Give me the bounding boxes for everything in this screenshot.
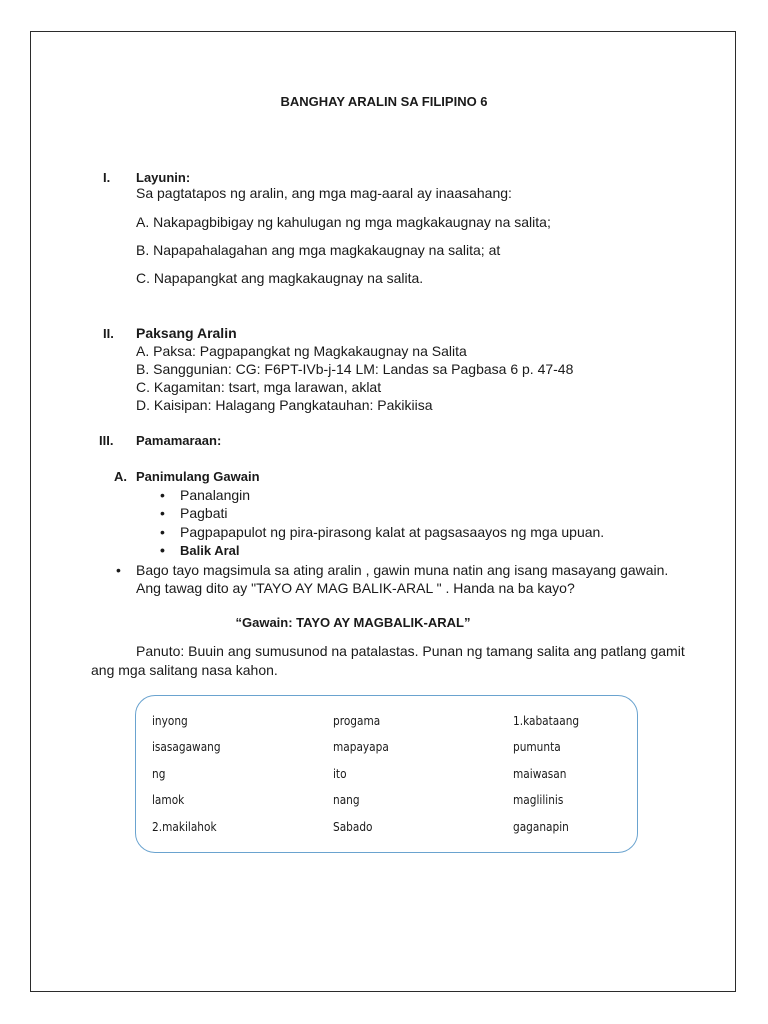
intro-paragraph-line: Ang tawag dito ay "TAYO AY MAG BALIK-ARAL " . Handa na ba kayo? bbox=[136, 580, 575, 596]
word-bank-item: pumunta bbox=[513, 740, 561, 754]
subject-item: D. Kaisipan: Halagang Pangkatauhan: Pakikiisa bbox=[136, 397, 433, 413]
list-item: • Pagpapapulot ng pira-pirasong kalat at pagsasaayos ng mga upuan. bbox=[180, 523, 604, 541]
objective-item: C. Napapangkat ang magkakaugnay na salita. bbox=[136, 270, 424, 286]
word-bank-item: inyong bbox=[152, 714, 188, 728]
section-3-heading: Pamamaraan: bbox=[136, 433, 222, 448]
word-bank-item: isasagawang bbox=[152, 740, 221, 754]
subject-item: B. Sanggunian: CG: F6PT-IVb-j-14 LM: Landas sa Pagbasa 6 p. 47-48 bbox=[136, 361, 574, 377]
section-1-heading: Layunin: bbox=[136, 170, 191, 185]
section-1-number: I. bbox=[103, 170, 111, 185]
intro-paragraph-line: • Bago tayo magsimula sa ating aralin , gawin muna natin ang isang masayang gawain. bbox=[136, 561, 668, 579]
subject-item: A. Paksa: Pagpapangkat ng Magkakaugnay na Salita bbox=[136, 343, 467, 359]
section-2-heading: Paksang Aralin bbox=[136, 325, 237, 341]
section-2-number: II. bbox=[103, 326, 114, 341]
instructions-line: Panuto: Buuin ang sumusunod na patalastas. Punan ng tamang salita ang patlang gamit bbox=[136, 643, 685, 659]
word-bank-item: ito bbox=[333, 767, 347, 781]
word-bank-item: nang bbox=[333, 793, 360, 807]
list-item: • Pagbati bbox=[180, 504, 227, 522]
word-bank-item: ng bbox=[152, 767, 166, 781]
list-item: • Panalangin bbox=[180, 486, 250, 504]
activity-title: “Gawain: TAYO AY MAGBALIK-ARAL” bbox=[235, 615, 471, 630]
word-bank-item: Sabado bbox=[333, 820, 373, 834]
subsection-a-heading: Panimulang Gawain bbox=[136, 469, 260, 484]
word-bank-item: mapayapa bbox=[333, 740, 389, 754]
document-title: BANGHAY ARALIN SA FILIPINO 6 bbox=[280, 94, 488, 109]
section-1-intro: Sa pagtatapos ng aralin, ang mga mag-aaral ay inaasahang: bbox=[136, 185, 512, 201]
list-item-bold: • Balik Aral bbox=[180, 542, 240, 559]
word-bank-item: gaganapin bbox=[513, 820, 569, 834]
word-bank-item: 2.makilahok bbox=[152, 820, 217, 834]
objective-item: A. Nakapagbibigay ng kahulugan ng mga magkakaugnay na salita; bbox=[136, 214, 551, 230]
section-3-number: III. bbox=[99, 433, 114, 448]
word-bank-item: lamok bbox=[152, 793, 185, 807]
word-bank-item: maglilinis bbox=[513, 793, 564, 807]
word-bank-item: maiwasan bbox=[513, 767, 567, 781]
subject-item: C. Kagamitan: tsart, mga larawan, aklat bbox=[136, 379, 382, 395]
word-bank-item: progama bbox=[333, 714, 381, 728]
word-bank-item: 1.kabataang bbox=[513, 714, 580, 728]
subsection-a-number: A. bbox=[114, 469, 127, 484]
objective-item: B. Napapahalagahan ang mga magkakaugnay na salita; at bbox=[136, 242, 501, 258]
instructions-line: ang mga salitang nasa kahon. bbox=[91, 662, 278, 678]
